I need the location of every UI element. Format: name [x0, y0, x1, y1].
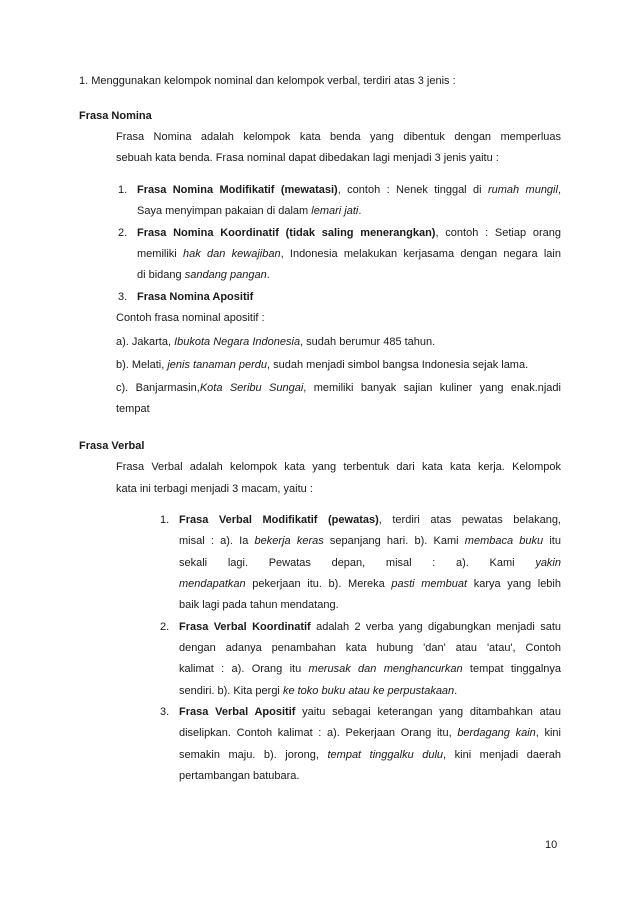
text: , terdiri atas pewatas belakang, — [378, 514, 561, 526]
text: merusak dan menghancurkan — [308, 663, 463, 675]
item-title: Frasa Nomina Modifikatif (mewatasi) — [137, 184, 338, 196]
verbal-item-1-line-1 — [179, 514, 561, 526]
text: Contoh frasa nominal apositif : — [116, 312, 265, 324]
verbal-item-2-line-1 — [179, 621, 561, 633]
nomina-example-c-line-2 — [116, 403, 150, 415]
heading-frasa-nomina — [79, 110, 152, 122]
text: tempat — [116, 403, 150, 415]
nomina-desc-line-1 — [116, 131, 561, 143]
text: . — [266, 269, 270, 281]
text: yaitu sebagai keterangan yang ditambahkan atau — [295, 706, 561, 718]
text: sekali lagi. Pewatas depan, misal : a). Kami — [179, 557, 536, 569]
text: dengan adanya penambahan kata hubung 'dan' atau 'atau', Contoh — [179, 642, 561, 654]
text: Kota Seribu Sungai — [199, 382, 304, 394]
text: pertambangan batubara. — [179, 770, 300, 782]
verbal-item-1-line-3 — [179, 557, 561, 569]
text: Frasa Verbal adalah kelompok kata yang terbentuk dari kata kata kerja. Kelompok — [116, 461, 561, 473]
nomina-example-c-line-1 — [116, 382, 561, 394]
nomina-item-3-line-1 — [137, 291, 561, 303]
text: rumah mungil — [487, 184, 558, 196]
verbal-item-3-line-2 — [179, 727, 561, 739]
nomina-desc-line-2 — [116, 152, 561, 164]
verbal-desc-line-1 — [116, 461, 561, 473]
nomina-item-3-number — [118, 291, 127, 303]
heading-frasa-verbal — [79, 440, 144, 452]
text: 3. — [160, 706, 170, 718]
nomina-item-1-number — [118, 184, 127, 196]
nomina-example-a — [116, 336, 561, 348]
text: c). Banjarmasin, — [116, 382, 200, 394]
item-title: Frasa Verbal Apositif — [179, 706, 296, 718]
verbal-item-1-number — [160, 514, 169, 526]
text: karya yang lebih — [467, 578, 561, 590]
item-title: Frasa Verbal Koordinatif — [179, 621, 311, 633]
text: tempat tinggalku dulu — [327, 749, 444, 761]
text: adalah 2 verba yang digabungkan menjadi satu — [310, 621, 561, 633]
text: membaca buku — [464, 535, 544, 547]
text: Frasa Nomina adalah kelompok kata benda yang dibentuk dengan memperluas — [116, 131, 561, 143]
text: , Indonesia melakukan kerjasama dengan negara lain — [280, 248, 561, 260]
verbal-item-1-line-2 — [179, 535, 561, 547]
nomina-item-2-number — [118, 227, 127, 239]
page-number — [545, 839, 557, 851]
text: , — [557, 184, 562, 196]
intro-line — [79, 75, 549, 87]
text: 10 — [545, 839, 558, 851]
nomina-item-2-line-1 — [137, 227, 561, 239]
verbal-item-1-line-5 — [179, 599, 561, 611]
text: 1. — [118, 184, 128, 196]
text: sepanjang hari. b). Kami — [323, 535, 465, 547]
text: baik lagi pada tahun mendatang. — [179, 599, 339, 611]
verbal-item-2-number — [160, 621, 169, 633]
text: misal : a). Ia — [179, 535, 255, 547]
text: . — [358, 205, 362, 217]
item-title: Frasa Verbal Modifikatif (pewatas) — [179, 514, 379, 526]
item-title: Frasa Nomina Apositif — [137, 291, 254, 303]
text: b). Melati, — [116, 359, 168, 371]
text: sebuah kata benda. Frasa nominal dapat dibedakan lagi menjadi 3 jenis yaitu : — [116, 152, 499, 164]
nomina-item-2-line-2 — [137, 248, 561, 260]
text: , contoh : Setiap orang — [435, 227, 561, 239]
text: itu — [543, 535, 561, 547]
text: kalimat : a). Orang itu — [179, 663, 309, 675]
text: mendapatkan — [179, 578, 246, 590]
text: diselipkan. Contoh kalimat : a). Pekerjaan Orang itu, — [179, 727, 458, 739]
verbal-item-2-line-4 — [179, 685, 561, 697]
text: kata ini terbagi menjadi 3 macam, yaitu : — [116, 483, 313, 495]
verbal-item-1-line-4 — [179, 578, 561, 590]
nomina-item-1-line-2 — [137, 205, 561, 217]
text: sandang pangan — [184, 269, 267, 281]
text: pasti membuat — [391, 578, 468, 590]
text: sendiri. b). Kita pergi — [179, 685, 283, 697]
text: tempat tinggalnya — [462, 663, 562, 675]
text: semakin maju. b). jorong, — [179, 749, 328, 761]
verbal-item-3-number — [160, 706, 169, 718]
text: 3. — [118, 291, 128, 303]
text: 2. — [118, 227, 128, 239]
nomina-item-1-line-1 — [137, 184, 561, 196]
text: Saya menyimpan pakaian di dalam — [137, 205, 312, 217]
verbal-item-3-line-1 — [179, 706, 561, 718]
heading-text: Frasa Verbal — [79, 440, 145, 452]
text: a). Jakarta, — [116, 336, 175, 348]
text: . — [454, 685, 458, 697]
intro-text: 1. Menggunakan kelompok nominal dan kelompok verbal, terdiri atas 3 jenis : — [79, 75, 456, 87]
heading-text: Frasa Nomina — [79, 110, 152, 122]
text: , sudah berumur 485 tahun. — [300, 336, 436, 348]
verbal-desc-line-2 — [116, 483, 561, 495]
nomina-example-b — [116, 359, 561, 371]
text: yakin — [535, 557, 561, 569]
verbal-item-2-line-2 — [179, 642, 561, 654]
nomina-example-head — [116, 312, 265, 324]
verbal-item-2-line-3 — [179, 663, 561, 675]
text: hak dan kewajiban — [183, 248, 281, 260]
text: jenis tanaman perdu — [167, 359, 268, 371]
verbal-item-3-line-4 — [179, 770, 561, 782]
text: , kini menjadi daerah — [443, 749, 561, 761]
text: lemari jati — [311, 205, 359, 217]
text: , sudah menjadi simbol bangsa Indonesia sejak lama. — [267, 359, 529, 371]
text: Ibukota Negara Indonesia — [174, 336, 301, 348]
text: 2. — [160, 621, 170, 633]
text: bekerja keras — [254, 535, 324, 547]
text: , contoh : Nenek tinggal di — [337, 184, 488, 196]
text: pekerjaan itu. b). Mereka — [245, 578, 392, 590]
text: 1. — [160, 514, 170, 526]
text: , kini — [535, 727, 561, 739]
text: di bidang — [137, 269, 185, 281]
nomina-item-2-line-3 — [137, 269, 561, 281]
text: berdagang kain — [457, 727, 536, 739]
item-title: Frasa Nomina Koordinatif (tidak saling menerangkan) — [137, 227, 436, 239]
verbal-item-3-line-3 — [179, 749, 561, 761]
text: ke toko buku atau ke perpustakaan — [282, 685, 455, 697]
text: memiliki — [137, 248, 183, 260]
text: , memiliki banyak sajian kuliner yang enak.njadi — [303, 382, 561, 394]
